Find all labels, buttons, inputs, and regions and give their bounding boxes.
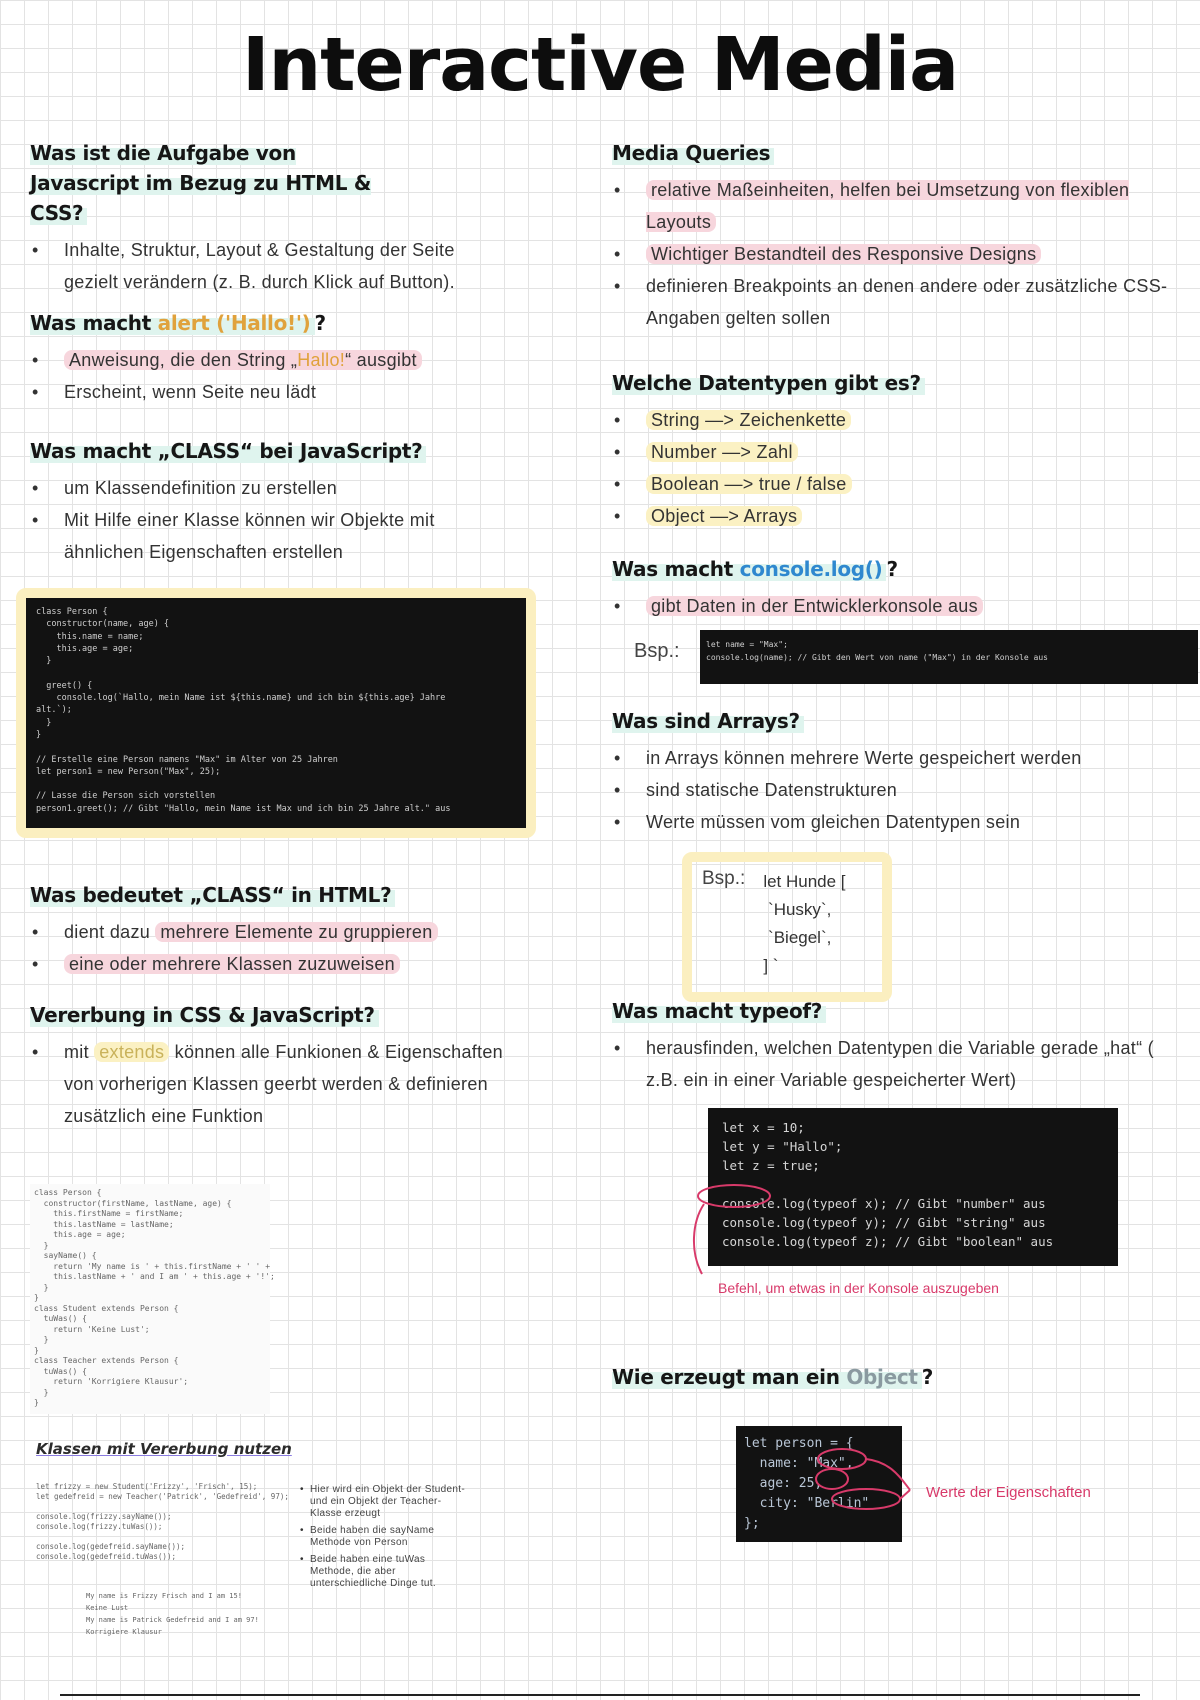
heading-punctuation: ?: [886, 557, 898, 581]
section-heading: [30, 436, 570, 466]
section-arrays: [612, 706, 1197, 996]
object-annotation: Werte der Eigenschaften: [926, 1484, 1091, 1501]
right-column: [612, 138, 1197, 1531]
section-heading: [612, 706, 1197, 736]
array-example: let Hunde [ `Husky`, `Biegel`, ] `: [763, 872, 846, 975]
bullet-list: [612, 174, 1182, 334]
heading-text: Was macht typeof?: [612, 999, 826, 1023]
section-object: [612, 1362, 1197, 1531]
heading-text: Was ist die Aufgabe von Javascript im Bezug zu HTML & CSS?: [30, 141, 371, 225]
section-heading: [612, 1362, 1197, 1392]
section-typeof: [612, 996, 1197, 1350]
list-item: • um Klassendefinition zu erstellen: [30, 472, 500, 504]
section-inheritance-usage: [36, 1440, 506, 1636]
heading-text: Was sind Arrays?: [612, 709, 804, 733]
note-item: • Beide haben eine tuWas Methode, die aber unterschiedliche Dinge tut.: [298, 1554, 468, 1590]
bullet-text: “ ausgibt: [345, 350, 417, 370]
section-media-queries: [612, 138, 1197, 368]
list-item: [30, 344, 570, 376]
bullet-text: gibt Daten in der Entwicklerkonsole aus: [646, 596, 983, 616]
section-heading: [30, 880, 550, 910]
heading-text: Wie erzeugt man ein: [612, 1365, 847, 1389]
bottom-divider: [60, 1694, 1140, 1696]
bullet-text: mit: [64, 1042, 95, 1062]
list-item: • Inhalte, Struktur, Layout & Gestaltung der Seite gezielt verändern (z. B. durch Klick auf Button).: [30, 234, 490, 298]
bullet-list: [30, 1036, 530, 1132]
bullet-text: Wichtiger Bestandteil des Responsive Designs: [646, 244, 1041, 264]
section-heading: [612, 554, 1197, 584]
section-heading: [612, 996, 1197, 1026]
class-code-block: class Person { constructor(name, age) { this.name = name; this.age = age; } greet() { console.log(`Hallo, mein Name ist ${this.name} und ich bin ${this.age} Jahre alt.`); } } // Erstelle eine Person namens "Max" im Alter von 25 Jahren let person1 = new Person("Max", 25); // Lasse die Person sich vorstellen person1.greet(); // Gibt "Hallo, mein Name ist Max und ich bin 25 Jahre alt." aus: [26, 598, 526, 828]
usage-output: My name is Frizzy Frisch and I am 15! Keine Lust My name is Patrick Gedefreid and I am 97! Korrigiere Klausur: [86, 1592, 259, 1636]
array-example-frame: [682, 852, 892, 1002]
hallo-string: Hallo!: [297, 350, 346, 370]
bullet-text: Anweisung, die den String „: [69, 350, 298, 370]
usage-heading: [36, 1440, 506, 1458]
bullet-text: Boolean —> true / false: [646, 474, 852, 494]
alert-code: alert ('Hallo!'): [157, 311, 311, 335]
section-heading: [30, 308, 570, 338]
heading-text: Was macht: [612, 557, 740, 581]
bullet-list: [612, 590, 1197, 622]
section-js-purpose: [30, 138, 570, 308]
section-alert: [30, 308, 570, 436]
object-code: Object: [846, 1365, 918, 1389]
list-item: [612, 500, 1197, 532]
bullet-list: [612, 1032, 1190, 1096]
heading-text: Was macht: [30, 311, 158, 335]
heading-text: Welche Datentypen gibt es?: [612, 371, 925, 395]
list-item: [612, 436, 1197, 468]
section-datatypes: [612, 368, 1197, 554]
bsp-label: Bsp.:: [634, 640, 680, 662]
bullet-text: können alle Funkionen & Eigenschaften von vorherigen Klassen geerbt werden & definieren zusätzlich eine Funktion: [64, 1042, 503, 1126]
bullet-text: String —> Zeichenkette: [646, 410, 851, 430]
list-item: • in Arrays können mehrere Werte gespeichert werden: [612, 742, 1197, 774]
heading-text: Vererbung in CSS & JavaScript?: [30, 1003, 379, 1027]
list-item: [612, 404, 1197, 436]
heading-text: Was bedeutet „CLASS“ in HTML?: [30, 883, 395, 907]
heading-punctuation: ?: [921, 1365, 933, 1389]
section-console-log: [612, 554, 1197, 706]
section-class-js: [30, 436, 570, 562]
class-code-frame: [16, 588, 536, 838]
list-item: [30, 1036, 530, 1132]
section-class-html: [30, 880, 550, 980]
heading-text: Klassen mit Vererbung nutzen: [36, 1440, 292, 1458]
heading-text: Media Queries: [612, 141, 774, 165]
bullet-list: [30, 472, 500, 568]
usage-notes: [298, 1484, 468, 1590]
console-log-code: console.log(): [739, 557, 883, 581]
page-title: Interactive Media: [241, 22, 959, 108]
bullet-highlight: mehrere Elemente zu gruppieren: [155, 922, 437, 942]
bullet-list: [30, 344, 570, 408]
inheritance-code-screenshot: class Person { constructor(firstName, lastName, age) { this.firstName = firstName; this.lastName = lastName; this.age = age; } sayName() { return 'My name is ' + this.firstName + ' ' + this.lastName + ' and I am ' + this.age + '!'; } } class Student extends Person { tuWas() { return 'Keine Lust'; } } class Teacher extends Person { tuWas() { return 'Korrigiere Klausur'; } }: [30, 1184, 270, 1414]
bullet-text: eine oder mehrere Klassen zuzuweisen: [64, 954, 400, 974]
bullet-list: [30, 916, 550, 980]
console-log-code-block: let name = "Max"; console.log(name); // Gibt den Wert von name ("Max") in der Konsole aus: [700, 630, 1198, 684]
object-code-block: let person = { name: "Max", age: 25, city: "Berlin" };: [736, 1426, 902, 1542]
bsp-label: Bsp.:: [702, 868, 746, 889]
bullet-list: [30, 234, 490, 298]
list-item: [30, 948, 550, 980]
list-item: [612, 468, 1197, 500]
section-heading: [612, 368, 1197, 398]
usage-code: let frizzy = new Student('Frizzy', 'Frisch', 15); let gedefreid = new Teacher('Patrick', 'Gedefreid', 97); console.log(frizzy.sayName()); console.log(frizzy.tuWas()); console.log(gedefreid.sayName()); console.log(gedefreid.tuWas());: [36, 1482, 289, 1561]
extends-keyword: extends: [94, 1042, 169, 1062]
list-item: [612, 590, 1197, 622]
list-item: [30, 916, 550, 948]
heading-punctuation: ?: [314, 311, 326, 335]
typeof-annotation: Befehl, um etwas in der Konsole auszugeben: [718, 1280, 999, 1296]
list-item: [612, 174, 1182, 238]
bullet-text: relative Maßeinheiten, helfen bei Umsetzung von flexiblen Layouts: [646, 180, 1130, 232]
property-value-annotation: [732, 1422, 912, 1552]
bullet-list: [612, 404, 1197, 532]
bullet-text: Object —> Arrays: [646, 506, 802, 526]
list-item: • herausfinden, welchen Datentypen die Variable gerade „hat“ ( z.B. ein in einer Variable gespeicherter Wert): [612, 1032, 1190, 1096]
left-column: [30, 138, 570, 1636]
note-item: • Beide haben die sayName Methode von Person: [298, 1525, 468, 1549]
section-heading: [30, 1000, 530, 1030]
list-item: • Mit Hilfe einer Klasse können wir Objekte mit ähnlichen Eigenschaften erstellen: [30, 504, 500, 568]
list-item: • Erscheint, wenn Seite neu lädt: [30, 376, 570, 408]
bullet-text: dient dazu: [64, 922, 156, 942]
note-item: • Hier wird ein Objekt der Student- und ein Objekt der Teacher-Klasse erzeugt: [298, 1484, 468, 1520]
list-item: • sind statische Datenstrukturen: [612, 774, 1197, 806]
list-item: • definieren Breakpoints an denen andere oder zusätzliche CSS-Angaben gelten sollen: [612, 270, 1182, 334]
list-item: [612, 238, 1182, 270]
typeof-code-block: let x = 10; let y = "Hallo"; let z = true; console.log(typeof x); // Gibt "number" aus console.log(typeof y); // Gibt "string" aus console.log(typeof z); // Gibt "boolean" aus: [708, 1108, 1118, 1266]
section-inheritance: [30, 1000, 530, 1132]
list-item: • Werte müssen vom gleichen Datentypen sein: [612, 806, 1197, 838]
section-heading: [30, 138, 390, 228]
heading-text: Was macht „CLASS“ bei JavaScript?: [30, 439, 426, 463]
section-heading: [612, 138, 1197, 168]
bullet-list: [612, 742, 1197, 838]
bullet-text: Number —> Zahl: [646, 442, 798, 462]
